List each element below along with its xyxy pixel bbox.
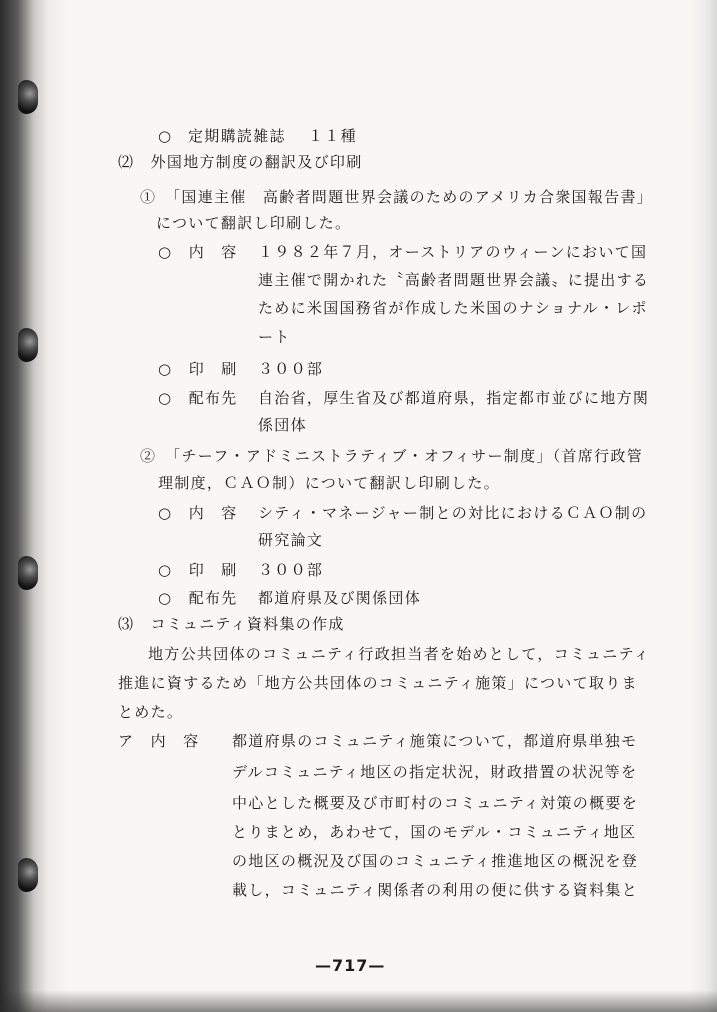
binder-ring-hole	[18, 858, 38, 892]
binder-ring-hole	[18, 80, 38, 114]
item-1-distribution-label: ○ 配布先	[158, 389, 238, 407]
item-2-print-label: ○ 印 刷	[158, 561, 238, 579]
page-bottom-shadow	[0, 990, 717, 1012]
section-2-heading: ⑵ 外国地方制度の翻訳及び印刷	[118, 153, 363, 171]
section-3-intro-line: 推進に資するため「地方公共団体のコミュニティ施策」について取りま	[118, 674, 638, 692]
binder-ring-hole	[18, 556, 38, 590]
section-3-content-line: の地区の概況及び国のコミュニティ推進地区の概況を登	[232, 852, 639, 870]
binder-ring-hole	[18, 328, 38, 362]
section-3-content-line: 都道府県のコミュニティ施策について，都道府県単独モ	[232, 732, 638, 750]
item-2-distribution-value: 都道府県及び関係団体	[258, 589, 422, 607]
item-1-print-label: ○ 印 刷	[158, 360, 238, 378]
item-1-print-value: ３００部	[258, 360, 324, 378]
periodical-value: １１種	[308, 127, 357, 145]
item-2-distribution-label: ○ 配布先	[158, 589, 238, 607]
item-2-title-line-1: ② 「チーフ・アドミニストラティブ・オフィサー制度」（首席行政管	[140, 447, 644, 465]
item-1-content-line: ート	[258, 328, 291, 346]
section-3-content-line: デルコミュニティ地区の指定状況，財政措置の状況等を	[232, 763, 638, 781]
item-2-content-label: ○ 内 容	[158, 504, 238, 522]
section-3-content-label: ア 内 容	[118, 732, 200, 750]
periodical-marker: ○	[158, 127, 173, 145]
section-3-heading: ⑶ コミュニティ資料集の作成	[118, 615, 345, 633]
item-1-content-line: １９８２年７月，オーストリアのウィーンにおいて国	[258, 243, 648, 261]
section-3-content-line: 中心とした概要及び市町村のコミュニティ対策の概要を	[232, 794, 639, 812]
item-1-content-label: ○ 内 容	[158, 243, 238, 261]
item-1-content-line: 連主催で開かれた〝高齢者問題世界会議〟に提出する	[258, 271, 650, 289]
item-2-print-value: ３００部	[258, 561, 324, 579]
item-1-content-line: ために米国国務省が作成した米国のナショナル・レポ	[258, 299, 648, 317]
item-2-content-line: 研究論文	[258, 531, 324, 549]
item-2-title-line-2: 理制度，ＣＡＯ制）について翻訳し印刷した。	[158, 474, 501, 492]
item-1-title-line-1: ① 「国連主催 高齢者問題世界会議のためのアメリカ合衆国報告書」	[140, 188, 654, 206]
section-3-content-line: とりまとめ，あわせて，国のモデル・コミュニティ地区	[232, 823, 637, 841]
section-3-intro-line: とめた。	[118, 703, 184, 721]
section-3-content-line: 載し，コミュニティ関係者の利用の便に供する資料集と	[232, 881, 639, 899]
periodical-label: 定期購読雑誌	[188, 127, 286, 145]
item-1-distribution-line: 自治省，厚生省及び都道府県，指定都市並びに地方関	[258, 389, 650, 407]
item-1-title-line-2: について翻訳し印刷した。	[156, 214, 352, 232]
page-number: —717—	[315, 956, 386, 975]
item-1-distribution-line: 係団体	[258, 416, 307, 434]
item-2-content-line: シティ・マネージャー制との対比におけるＣＡＯ制の	[258, 504, 648, 522]
section-3-intro-line: 地方公共団体のコミュニティ行政担当者を始めとして，コミュニティ	[148, 645, 651, 663]
